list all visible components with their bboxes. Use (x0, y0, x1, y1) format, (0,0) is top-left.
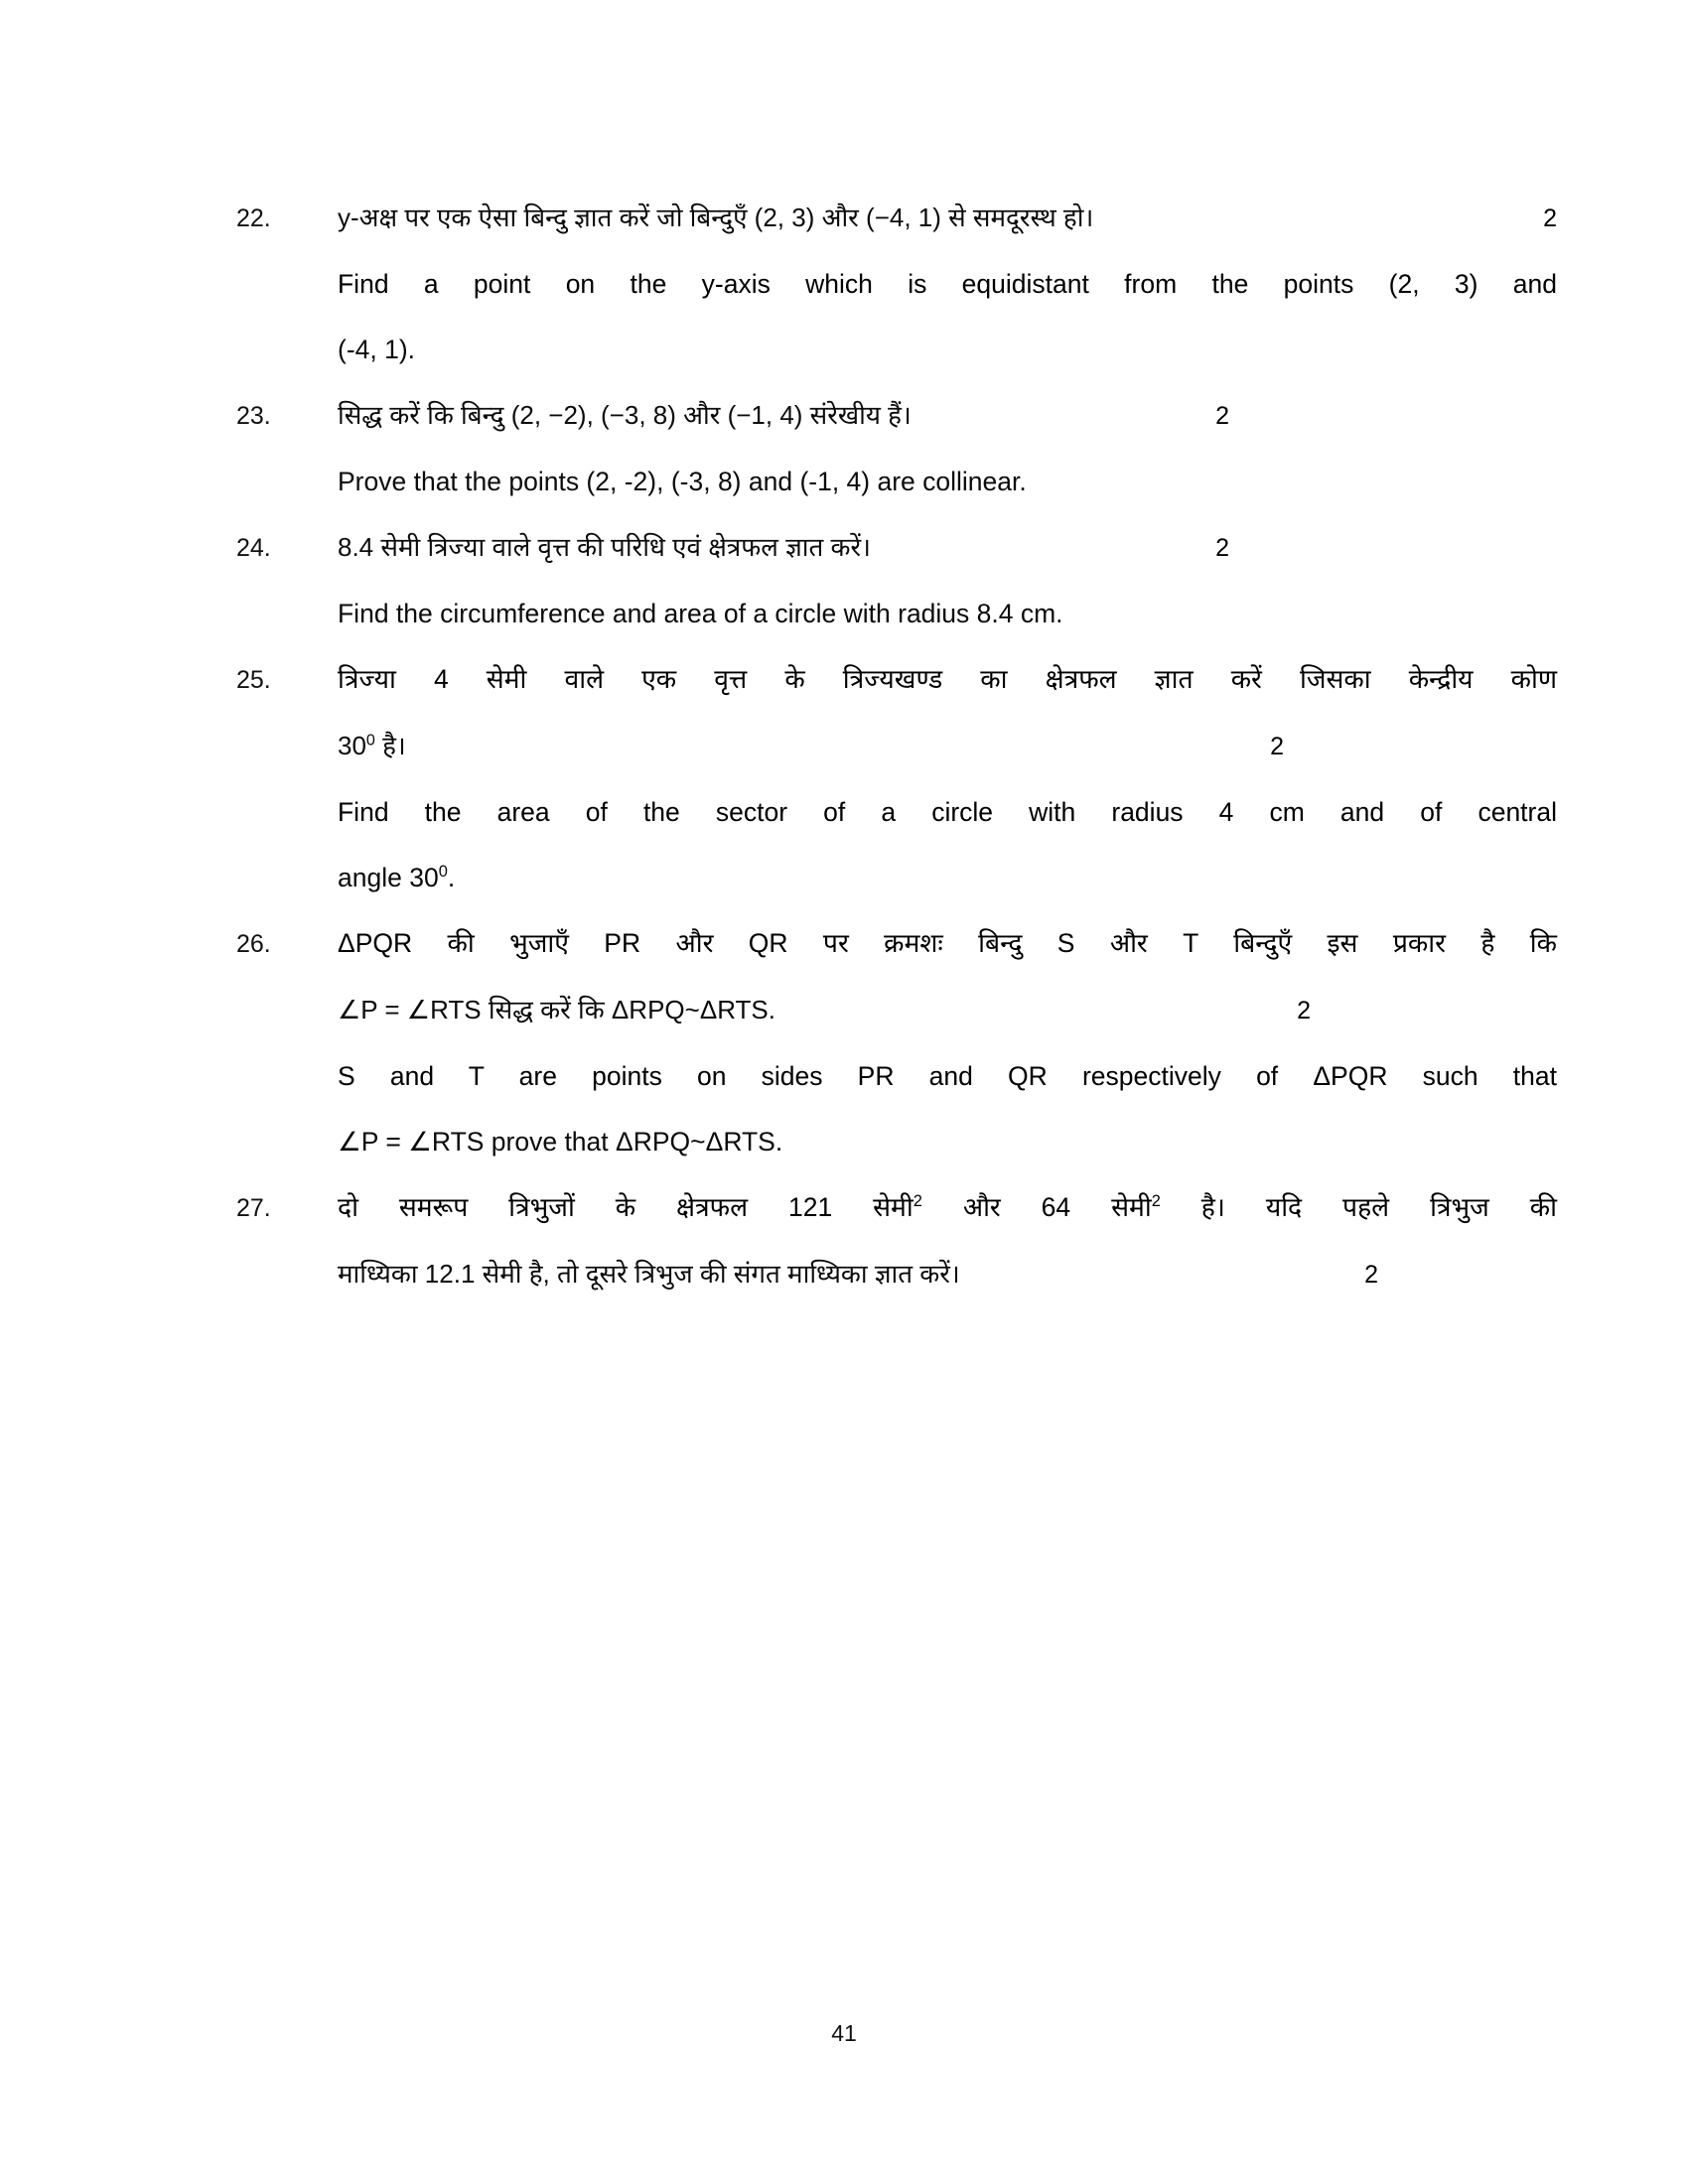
question-list (236, 187, 1557, 1309)
question-25-marks: 2 (1270, 733, 1284, 760)
question-25-hindi-text-1: त्रिज्या 4 सेमी वाले एक वृत्त के त्रिज्यखण्ड का क्षेत्रफल ज्ञात करें जिसका केन्द्रीय कोण (338, 664, 1557, 694)
question-24-number: 24. (236, 534, 271, 562)
question-26-hindi-line-1 (236, 912, 1557, 975)
question-25-english-text-2 (338, 847, 1557, 908)
question-item-25 (236, 648, 1557, 908)
question-27-part-c: है। यदि पहले त्रिभुज की (1160, 1192, 1557, 1222)
question-item-22 (236, 187, 1557, 380)
question-27-hindi-line-2 (236, 1243, 1557, 1305)
question-23-number: 23. (236, 402, 271, 430)
question-26-english-line-2 (236, 1111, 1557, 1172)
question-25-hindi-text-2 (338, 715, 406, 776)
question-26-english-text-1: S and T are points on sides PR and QR respectively of ΔPQR such that (338, 1061, 1557, 1091)
question-25-hindi-line-2 (236, 715, 1557, 777)
question-26-hindi-text-2: ∠P = ∠RTS सिद्ध करें कि ΔRPQ~ΔRTS. (338, 995, 775, 1024)
question-27-hindi-line-1 (236, 1176, 1557, 1239)
question-24-hindi-text: 8.4 सेमी त्रिज्या वाले वृत्त की परिधि एवं क्षेत्रफल ज्ञात करें। (338, 532, 871, 562)
question-25-english-text-1: Find the area of the sector of a circle with radius 4 cm and of central (338, 797, 1557, 827)
question-item-26 (236, 912, 1557, 1172)
question-25-number: 25. (236, 666, 271, 694)
question-25-english-angle: angle 30 (338, 863, 439, 892)
question-26-english-line-1 (236, 1045, 1557, 1107)
question-24-hindi-line-1 (236, 516, 1557, 579)
question-22-hindi-text: y-अक्ष पर एक ऐसा बिन्दु ज्ञात करें जो बिन्दुएँ (2, 3) और (−4, 1) से समदूरस्थ हो। (338, 203, 1094, 232)
question-25-english-suffix: . (447, 863, 456, 892)
question-25-angle-value: 30 (338, 731, 366, 760)
question-25-english-line-2 (236, 847, 1557, 908)
question-23-hindi-text: सिद्ध करें कि बिन्दु (2, −2), (−3, 8) और (−1, 4) संरेखीय हैं। (338, 400, 912, 430)
question-24-marks: 2 (1215, 534, 1229, 562)
question-27-hindi-text-1 (338, 1176, 1557, 1238)
question-22-english-line-1 (236, 253, 1557, 315)
degree-superscript-icon: 0 (365, 731, 375, 750)
question-23-marks: 2 (1215, 402, 1229, 430)
question-22-marks: 2 (1543, 205, 1557, 232)
question-27-part-a: दो समरूप त्रिभुजों के क्षेत्रफल 121 सेमी (338, 1192, 914, 1222)
square-superscript-icon: 2 (913, 1192, 922, 1211)
question-24-english-text-1: Find the circumference and area of a circle with radius 8.4 cm. (338, 599, 1063, 628)
question-25-english-line-1 (236, 781, 1557, 843)
question-22-number: 22. (236, 205, 271, 232)
question-26-hindi-line-2 (236, 979, 1557, 1041)
question-23-hindi-line-1 (236, 384, 1557, 447)
question-23-english-line-1 (236, 451, 1557, 512)
question-27-number: 27. (236, 1194, 271, 1222)
question-item-23 (236, 384, 1557, 512)
question-26-english-text-2: ∠P = ∠RTS prove that ΔRPQ~ΔRTS. (338, 1127, 783, 1157)
degree-superscript-icon: 0 (438, 863, 448, 882)
question-22-hindi-line-1 (236, 187, 1557, 249)
question-27-hindi-text-2: माध्यिका 12.1 सेमी है, तो दूसरे त्रिभुज की संगत माध्यिका ज्ञात करें। (338, 1259, 960, 1289)
question-22-english-line-2 (236, 319, 1557, 380)
question-27-part-b: और 64 सेमी (921, 1192, 1152, 1222)
question-25-hindi-line-1 (236, 648, 1557, 711)
question-item-27 (236, 1176, 1557, 1305)
question-22-english-text-2: (-4, 1). (338, 335, 416, 364)
square-superscript-icon: 2 (1151, 1192, 1161, 1211)
question-26-marks: 2 (1297, 997, 1311, 1024)
question-27-marks: 2 (1364, 1261, 1378, 1289)
question-26-hindi-text-1: ΔPQR की भुजाएँ PR और QR पर क्रमशः बिन्दु S और T बिन्दुएँ इस प्रकार है कि (338, 928, 1557, 958)
question-22-english-text-1: Find a point on the y-axis which is equidistant from the points (2, 3) and (338, 269, 1557, 299)
question-item-24 (236, 516, 1557, 644)
page-number: 41 (831, 2020, 857, 2046)
question-24-english-line-1 (236, 583, 1557, 644)
question-23-english-text-1: Prove that the points (2, -2), (-3, 8) and (-1, 4) are collinear. (338, 467, 1027, 496)
question-25-hindi-suffix: है। (374, 731, 406, 760)
question-26-number: 26. (236, 930, 271, 958)
